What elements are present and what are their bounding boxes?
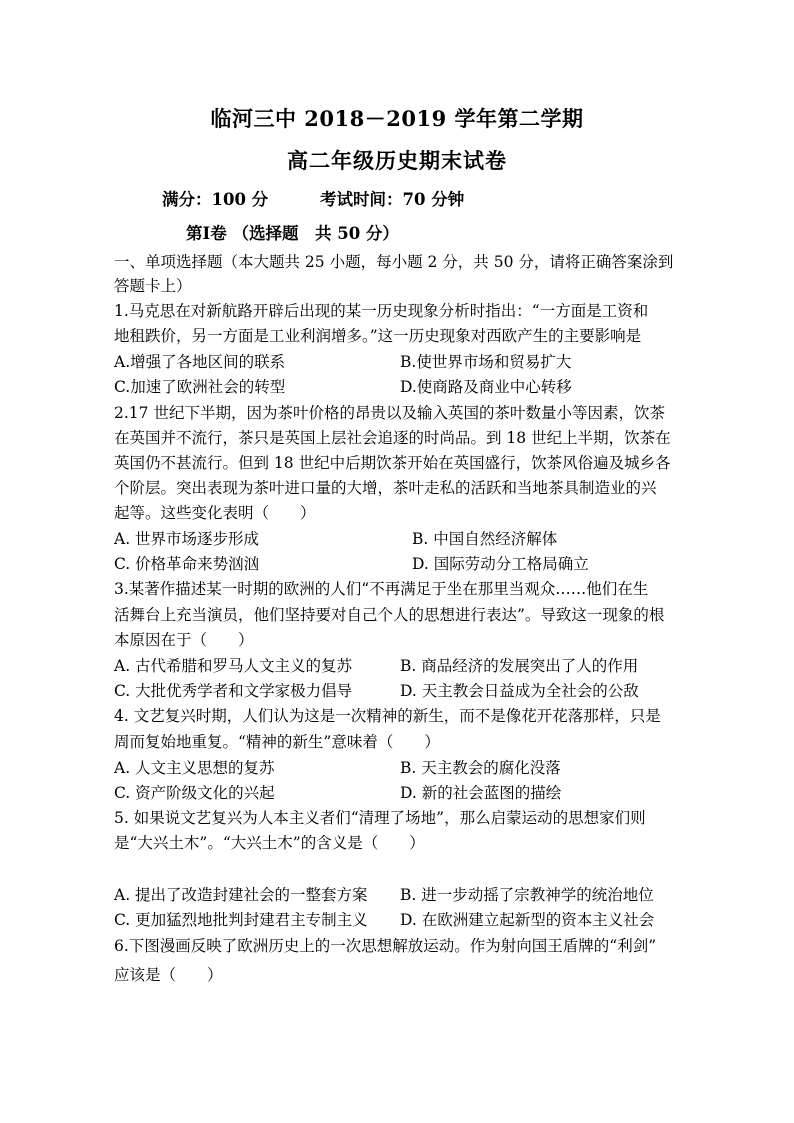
instructions-line: 答题卡上） bbox=[114, 277, 192, 295]
option-a: A. 人文主义思想的复苏 bbox=[114, 759, 275, 777]
option-a: A. 提出了改造封建社会的一整套方案 bbox=[114, 886, 368, 904]
question-text: 4. 文艺复兴时期，人们认为这是一次精神的新生，而不是像花开花落那样，只是 bbox=[114, 707, 661, 725]
option-c: C. 更加猛烈地批判封建君主专制主义 bbox=[114, 911, 368, 929]
question-text: 3.某著作描述某一时期的欧洲的人们“不再满足于坐在那里当观众……他们在生 bbox=[114, 580, 649, 598]
option-d: D. 新的社会蓝图的描绘 bbox=[400, 784, 562, 802]
option-d: D. 天主教会日益成为全社会的公敌 bbox=[400, 682, 639, 700]
section-heading: 第Ⅰ卷 （选择题 共 50 分） bbox=[186, 224, 399, 243]
option-a: A. 世界市场逐步形成 bbox=[114, 530, 260, 548]
option-b: B. 进一步动摇了宗教神学的统治地位 bbox=[400, 886, 654, 904]
question-text: 在英国并不流行，茶只是英国上层社会追逐的时尚品。到 18 世纪上半期，饮茶在 bbox=[114, 429, 671, 447]
question-text: 本原因在于（ ） bbox=[114, 631, 254, 649]
option-d: D.使商路及商业中心转移 bbox=[400, 378, 572, 396]
question-text: 1.马克思在对新航路开辟后出现的某一历史现象分析时指出：“一方面是工资和 bbox=[114, 302, 649, 320]
question-text: 周而复始地重复。“精神的新生”意味着（ ） bbox=[114, 733, 440, 751]
option-d: D. 在欧洲建立起新型的资本主义社会 bbox=[400, 911, 655, 929]
question-text: 应该是（ ） bbox=[114, 966, 223, 984]
question-text: 活舞台上充当演员，他们坚持要对自己个人的思想进行表达”。导致这一现象的根 bbox=[114, 606, 665, 624]
instructions-line: 一、单项选择题（本大题共 25 小题，每小题 2 分，共 50 分，请将正确答案涂到 bbox=[114, 253, 674, 271]
exam-school-title: 临河三中 2018－2019 学年第二学期 bbox=[210, 106, 584, 131]
option-d: D. 国际劳动分工格局确立 bbox=[412, 555, 589, 573]
option-a: A.增强了各地区间的联系 bbox=[114, 353, 286, 371]
question-text: 2.17 世纪下半期，因为茶叶价格的昂贵以及输入英国的茶叶数量小等因素，饮茶 bbox=[114, 404, 665, 422]
question-text: 地租跌价，另一方面是工业利润增多。”这一历史现象对西欧产生的主要影响是 bbox=[114, 327, 642, 345]
option-b: B. 商品经济的发展突出了人的作用 bbox=[400, 657, 639, 675]
question-text: 是“大兴土木”。“大兴土木”的含义是（ ） bbox=[114, 834, 425, 852]
question-text: 5. 如果说文艺复兴为人本主义者们“清理了场地”，那么启蒙运动的思想家们则 bbox=[114, 809, 646, 827]
option-c: C. 大批优秀学者和文学家极力倡导 bbox=[114, 682, 353, 700]
option-b: B.使世界市场和贸易扩大 bbox=[400, 353, 572, 371]
exam-duration: 考试时间：70 分钟 bbox=[320, 190, 465, 209]
question-text: 英国仍不甚流行。但到 18 世纪中后期饮茶开始在英国盛行，饮茶风俗遍及城乡各 bbox=[114, 454, 671, 472]
question-text: 个阶层。突出表现为茶叶进口量的大增，茶叶走私的活跃和当地茶具制造业的兴 bbox=[114, 479, 657, 497]
full-score: 满分：100 分 bbox=[162, 190, 269, 209]
option-c: C. 价格革命来势汹汹 bbox=[114, 555, 260, 573]
exam-subject-title: 高二年级历史期末试卷 bbox=[287, 148, 507, 173]
option-c: C. 资产阶级文化的兴起 bbox=[114, 784, 275, 802]
option-b: B. 天主教会的腐化没落 bbox=[400, 759, 561, 777]
option-b: B. 中国自然经济解体 bbox=[412, 530, 558, 548]
option-a: A. 古代希腊和罗马人文主义的复苏 bbox=[114, 657, 353, 675]
question-text: 6.下图漫画反映了欧洲历史上的一次思想解放运动。作为射向国王盾牌的“利剑” bbox=[114, 937, 657, 955]
question-text: 起等。这些变化表明（ ） bbox=[114, 504, 316, 522]
option-c: C.加速了欧洲社会的转型 bbox=[114, 378, 286, 396]
